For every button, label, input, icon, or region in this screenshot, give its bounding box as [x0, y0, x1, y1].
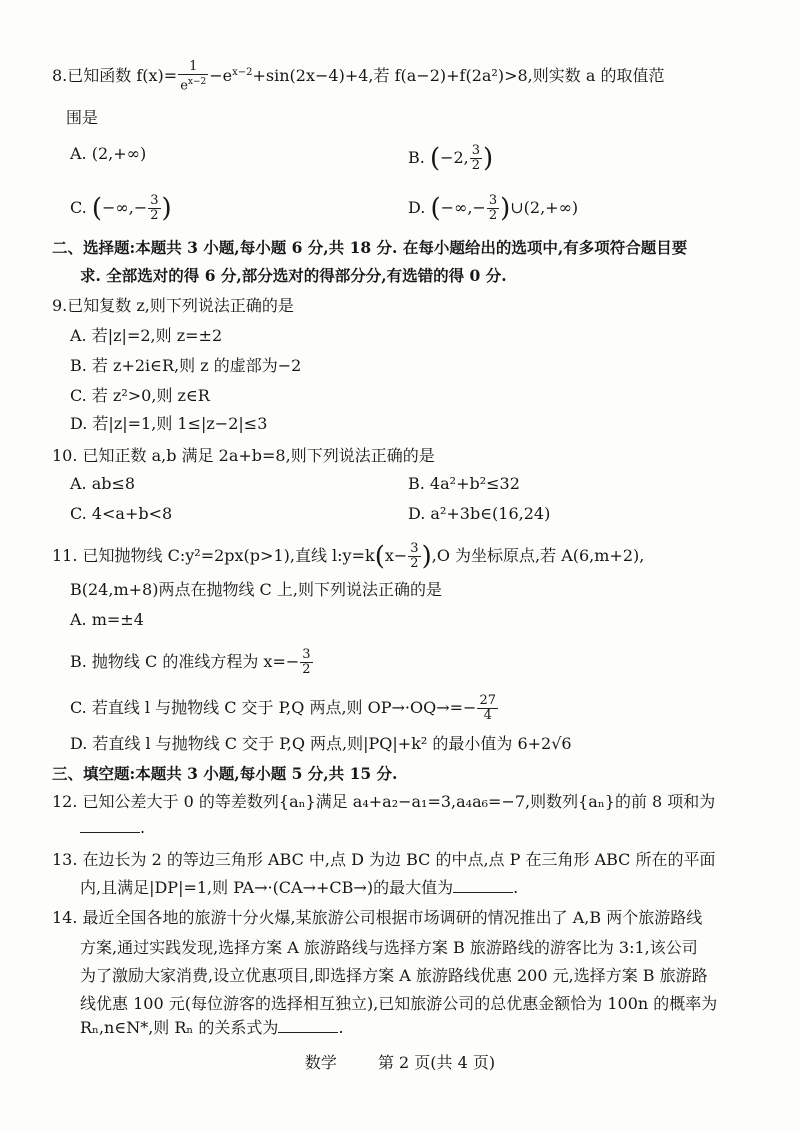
q13-answer-blank[interactable] — [453, 878, 513, 893]
q12-answer-line: . — [80, 818, 145, 838]
q10-option-c: C. 4<a+b<8 — [70, 504, 173, 523]
q8-stem-line2: 围是 — [66, 108, 99, 127]
q9-stem: 9.已知复数 z,则下列说法正确的是 — [52, 296, 294, 315]
q12-stem: 12. 已知公差大于 0 的等差数列{aₙ}满足 a₄+a₂−a₁=3,a₄a₆=−7,则数列{aₙ}的前 8 项和为 — [52, 792, 716, 811]
q14-stem-line3: 为了激励大家消费,设立优惠项目,即选择方案 A 旅游路线优惠 200 元,选择方案 B 旅游路 — [80, 966, 708, 985]
q11-stem: 11. 已知抛物线 C:y²=2px(p>1),直线 l:y=k(x− $\frac{3}{2}$ ),O 为坐标原点,若 A(6,m+2), — [52, 541, 645, 572]
q9-option-c: C. 若 z²>0,则 z∈R — [70, 386, 210, 405]
q8-option-b: B. (−2, $\frac{3}{2}$ ) — [408, 143, 494, 174]
q10-option-b: B. 4a²+b²≤32 — [408, 474, 520, 493]
q11-stem-line2: B(24,m+8)两点在抛物线 C 上,则下列说法正确的是 — [70, 580, 442, 599]
q8-option-d: D. (−∞,− $\frac{3}{2}$ )∪(2,+∞) — [408, 193, 579, 224]
q14-stem-line5: Rₙ,n∈N*,则 Rₙ 的关系式为 . — [80, 1018, 344, 1037]
q11-option-d: D. 若直线 l 与抛物线 C 交于 P,Q 两点,则|PQ|+k² 的最小值为 6+2√6 — [70, 734, 572, 753]
q11-option-c: C. 若直线 l 与抛物线 C 交于 P,Q 两点,则 OP→·OQ→=− $\frac{27}{4}$ — [70, 693, 496, 723]
q14-stem-line2: 方案,通过实践发现,选择方案 A 旅游路线与选择方案 B 旅游路线的游客比为 3:1,该公司 — [80, 938, 698, 957]
q13-stem: 13. 在边长为 2 的等边三角形 ABC 中,点 D 为边 BC 的中点,点 P 在三角形 ABC 所在的平面 — [52, 850, 716, 869]
q9-option-a: A. 若|z|=2,则 z=±2 — [70, 326, 223, 345]
q9-option-b: B. 若 z+2i∈R,则 z 的虚部为−2 — [70, 356, 302, 375]
section2-heading-line2: 求. 全部选对的得 6 分,部分选对的得部分分,有选错的得 0 分. — [80, 266, 507, 285]
q9-option-d: D. 若|z|=1,则 1≤|z−2|≤3 — [70, 414, 268, 433]
section2-heading: 二、选择题:本题共 3 小题,每小题 6 分,共 18 分. 在每小题给出的选项中,有多项符合题目要 — [52, 238, 688, 257]
q8-fraction: $\frac{1}{e^{x-2}}$ — [180, 59, 207, 94]
q8-option-a: A. (2,+∞) — [70, 144, 147, 163]
q11-option-a: A. m=±4 — [70, 610, 144, 629]
q8-option-c: C. (−∞,− $\frac{3}{2}$ ) — [70, 193, 172, 224]
q14-stem-line4: 线优惠 100 元(每位游客的选择相互独立),已知旅游公司的总优惠金额恰为 100n 的概率为 — [80, 994, 718, 1013]
q10-stem: 10. 已知正数 a,b 满足 2a+b=8,则下列说法正确的是 — [52, 446, 435, 465]
q13-stem-line2: 内,且满足|DP|=1,则 PA→·(CA→+CB→)的最大值为 . — [80, 878, 519, 897]
footer-subject: 数学 — [304, 1053, 337, 1072]
q14-stem: 14. 最近全国各地的旅游十分火爆,某旅游公司根据市场调研的情况推出了 A,B 两个旅游路线 — [52, 908, 703, 927]
section3-heading: 三、填空题:本题共 3 小题,每小题 5 分,共 15 分. — [52, 764, 398, 783]
q10-option-a: A. ab≤8 — [70, 474, 136, 493]
q10-option-d: D. a²+3b∈(16,24) — [408, 504, 551, 523]
q14-answer-blank[interactable] — [278, 1018, 338, 1033]
q11-option-b: B. 抛物线 C 的准线方程为 x=− $\frac{3}{2}$ — [70, 647, 311, 677]
q8-stem: 8.已知函数 f(x)= $\frac{1}{e^{x-2}}$ $-e^{x-2}+\sin(2x-4)+4$,若 f(a−2)+f(2a²)>8,则实数 a 的取值范 — [52, 59, 665, 94]
q12-answer-blank[interactable] — [80, 818, 140, 833]
page-footer — [0, 1050, 800, 1073]
footer-page-number: 第 2 页(共 4 页) — [377, 1053, 496, 1072]
